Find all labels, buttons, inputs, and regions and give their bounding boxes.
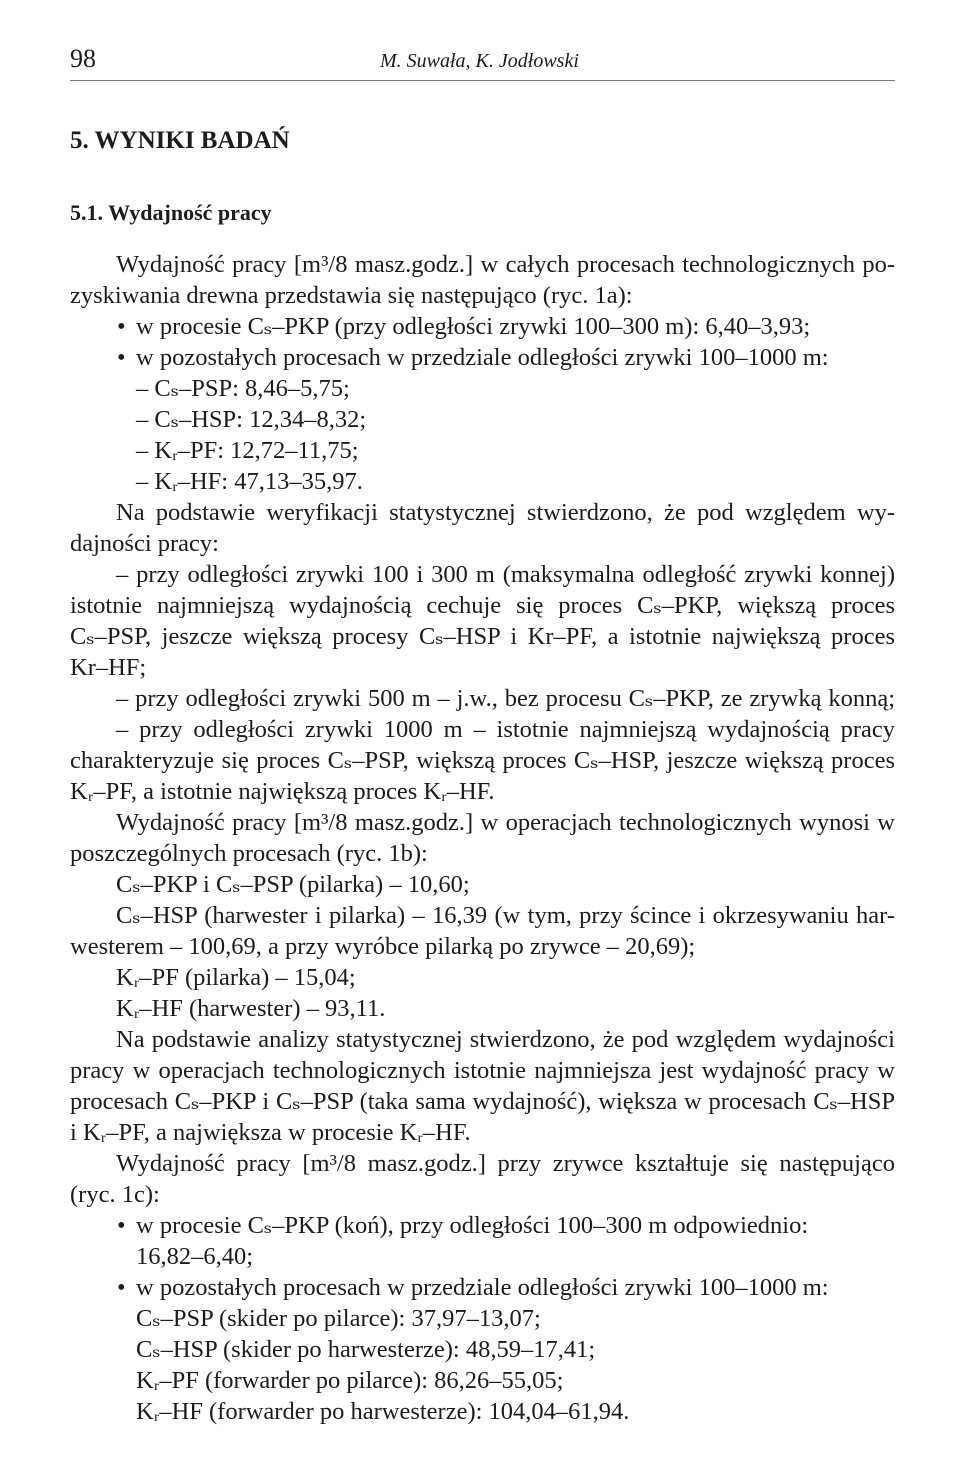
paragraph-line: Kᵣ–HF (harwester) – 93,11. <box>116 995 386 1022</box>
bullet-item: • w procesie Cₛ–PKP (koń), przy odległości 100–300 m odpowiednio: <box>136 1211 808 1241</box>
paragraph-line: (ryc. 1c): <box>70 1181 160 1208</box>
list-item: – Cₛ–HSP: 12,34–8,32; <box>136 406 367 433</box>
bullet-item: • w pozostałych procesach w przedziale odległości zrywki 100–1000 m: <box>136 343 829 373</box>
list-item: Cₛ–PSP (skider po pilarce): 37,97–13,07; <box>136 1305 541 1332</box>
paragraph-line: Na podstawie analizy statystycznej stwierdzono, że pod względem wydajności <box>116 1026 895 1053</box>
subsection-heading: 5.1. Wydajność pracy <box>70 200 272 225</box>
paragraph-line: Kᵣ–PF (pilarka) – 15,04; <box>116 964 356 991</box>
list-item: Cₛ–HSP (skider po harwesterze): 48,59–17,41; <box>136 1336 596 1363</box>
paragraph-line: westerem – 100,69, a przy wyróbce pilarką po zrywce – 20,69); <box>70 933 696 960</box>
paragraph-line: Cₛ–HSP (harwester i pilarka) – 16,39 (w tym, przy ścince i okrzesywaniu har- <box>116 902 895 929</box>
page-number: 98 <box>70 44 96 73</box>
list-item: 16,82–6,40; <box>136 1243 254 1270</box>
list-item: – Kᵣ–HF: 47,13–35,97. <box>136 468 363 495</box>
paragraph-line: zyskiwania drewna przedstawia się następująco (ryc. 1a): <box>70 282 633 309</box>
paragraph-line: – przy odległości zrywki 1000 m – istotnie najmniejszą wydajnością pracy <box>116 716 895 743</box>
bullet-item: • w procesie Cₛ–PKP (przy odległości zrywki 100–300 m): 6,40–3,93; <box>136 312 810 342</box>
paragraph-line: Wydajność pracy [m³/8 masz.godz.] przy zrywce kształtuje się następująco <box>116 1150 895 1177</box>
paragraph-line: Wydajność pracy [m³/8 masz.godz.] w operacjach technologicznych wynosi w <box>116 809 895 836</box>
paragraph-line: – przy odległości zrywki 500 m – j.w., bez procesu Cₛ–PKP, ze zrywką konną; <box>116 685 895 712</box>
paragraph-line: poszczególnych procesach (ryc. 1b): <box>70 840 428 867</box>
paragraph-line: – przy odległości zrywki 100 i 300 m (maksymalna odległość zrywki konnej) <box>116 561 895 588</box>
list-item: – Cₛ–PSP: 8,46–5,75; <box>136 375 350 402</box>
paragraph-line: Kᵣ–PF, a istotnie największą proces Kᵣ–HF. <box>70 778 495 805</box>
paragraph-line: dajności pracy: <box>70 530 219 557</box>
running-head-authors: M. Suwała, K. Jodłowski <box>380 50 579 72</box>
section-heading: 5. WYNIKI BADAŃ <box>70 127 290 154</box>
list-item: – Kᵣ–PF: 12,72–11,75; <box>136 437 359 464</box>
paragraph-line: istotnie najmniejszą wydajnością cechuje się proces Cₛ–PKP, większą proces <box>70 592 895 619</box>
paragraph-line: pracy w operacjach technologicznych istotnie najmniejsza jest wydajność pracy w <box>70 1057 895 1084</box>
paragraph-line: Na podstawie weryfikacji statystycznej stwierdzono, że pod względem wy- <box>116 499 895 526</box>
paragraph-line: procesach Cₛ–PKP i Cₛ–PSP (taka sama wydajność), większa w procesach Cₛ–HSP <box>70 1088 895 1115</box>
paragraph-line: Wydajność pracy [m³/8 masz.godz.] w całych procesach technologicznych po- <box>116 251 895 278</box>
list-item: Kᵣ–PF (forwarder po pilarce): 86,26–55,05; <box>136 1367 564 1394</box>
paragraph-line: charakteryzuje się proces Cₛ–PSP, większą proces Cₛ–HSP, jeszcze większą proces <box>70 747 895 774</box>
paragraph-line: Cₛ–PKP i Cₛ–PSP (pilarka) – 10,60; <box>116 871 470 898</box>
paragraph-line: Kr–HF; <box>70 654 147 681</box>
paragraph-line: i Kᵣ–PF, a największa w procesie Kᵣ–HF. <box>70 1119 471 1146</box>
bullet-item: • w pozostałych procesach w przedziale odległości zrywki 100–1000 m: <box>136 1273 829 1303</box>
list-item: Kᵣ–HF (forwarder po harwesterze): 104,04–61,94. <box>136 1398 630 1425</box>
paragraph-line: Cₛ–PSP, jeszcze większą procesy Cₛ–HSP i Kr–PF, a istotnie największą proces <box>70 623 895 650</box>
